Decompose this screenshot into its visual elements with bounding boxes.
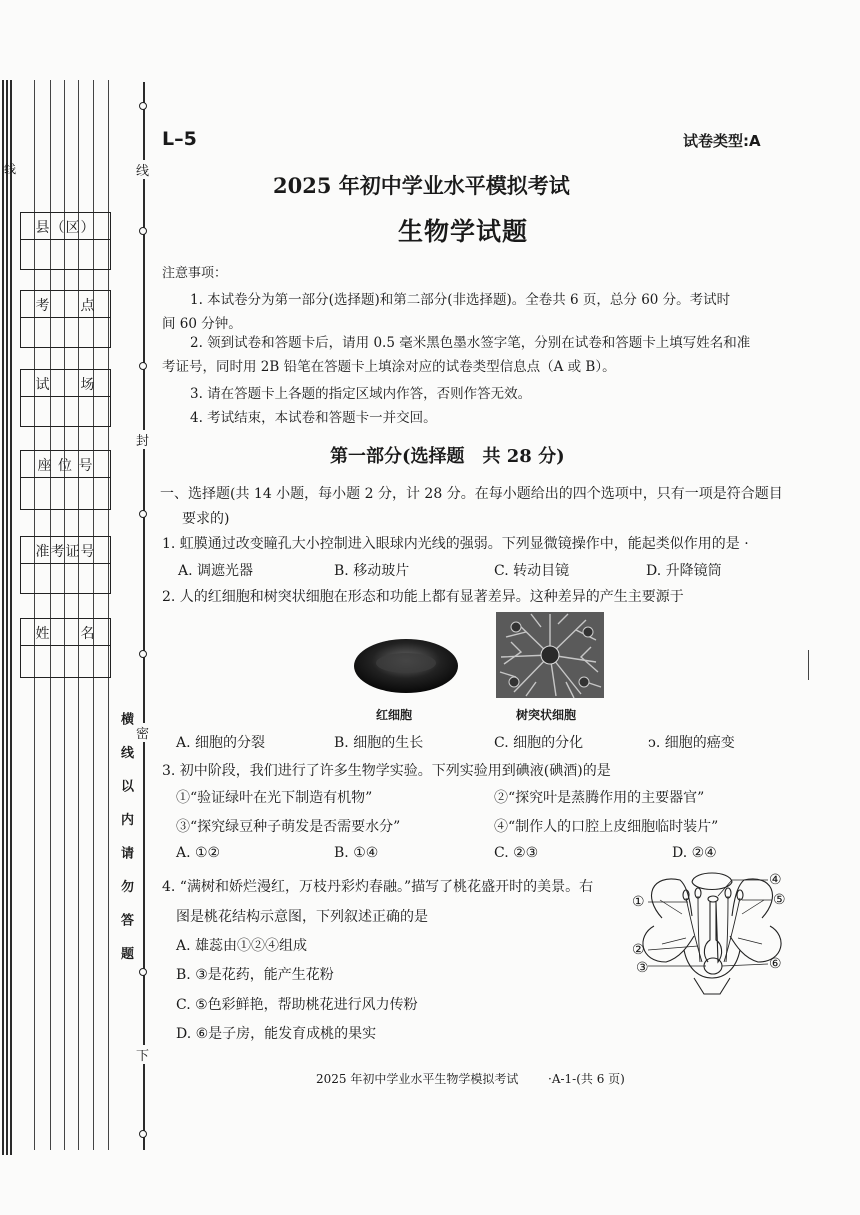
fig-label-6: ⑥ — [769, 956, 782, 972]
binding-mark-secret: 密 — [136, 723, 149, 742]
section-instructions-2: 要求的) — [182, 511, 230, 527]
q1-option-c: C. 转动目镜 — [494, 563, 570, 579]
part1-title: 第一部分(选择题 共 28 分) — [330, 446, 565, 467]
q2-option-a: A. 细胞的分裂 — [176, 735, 266, 751]
fig-label-5: ⑤ — [773, 892, 786, 908]
q3-option-c: C. ②③ — [494, 845, 539, 861]
field-admission-number: 准考证号 — [20, 536, 111, 594]
q3-option-a: A. ①② — [176, 845, 221, 861]
rbc-label: 红细胞 — [376, 708, 413, 722]
field-exam-site: 考 点 — [20, 290, 111, 348]
binding-mark-below: 下 — [136, 1045, 149, 1064]
q2-option-c: C. 细胞的分化 — [494, 735, 584, 751]
q3-stem: 3. 初中阶段，我们进行了许多生物学实验。下列实验用到碘液(碘酒)的是 — [162, 763, 611, 779]
left-line-mark: 线 — [4, 162, 17, 176]
q4-option-d: D. ⑥是子房，能发育成桃的果实 — [176, 1026, 377, 1042]
binding-mark-line: 线 — [136, 160, 149, 179]
q1-stem: 1. 虹膜通过改变瞳孔大小控制进入眼球内光线的强弱。下列显微镜操作中，能起类似作用的是 · — [162, 536, 749, 552]
q4-option-c: C. ⑤色彩鲜艳，帮助桃花进行风力传粉 — [176, 997, 418, 1013]
red-blood-cell-image — [352, 635, 460, 695]
dendritic-label: 树突状细胞 — [516, 708, 577, 722]
fig-label-1: ① — [632, 894, 645, 910]
q1-option-d: D. 升降镜筒 — [646, 563, 722, 579]
q1-option-a: A. 调遮光器 — [178, 563, 254, 579]
exam-subject: 生物学试题 — [398, 217, 529, 246]
field-county: 县（区） — [20, 212, 111, 270]
field-exam-room: 试 场 — [20, 369, 111, 427]
notice-item-1b: 间 60 分钟。 — [162, 316, 242, 332]
footer-title: 2025 年初中学业水平生物学模拟考试 — [316, 1072, 519, 1086]
field-seat-number: 座 位 号 — [20, 450, 111, 510]
q3-option-b: B. ①④ — [334, 845, 379, 861]
no-answer-warning: 横 线 以 内 请 勿 答 题 — [118, 712, 133, 968]
notice-item-4: 4. 考试结束，本试卷和答题卡一并交回。 — [190, 410, 437, 426]
notice-item-2a: 2. 领到试卷和答题卡后，请用 0.5 毫米黑色墨水签字笔，分别在试卷和答题卡上填写姓名和准 — [190, 335, 751, 351]
dendritic-cell-image — [496, 612, 604, 698]
q4-option-a: A. 雄蕊由①②④组成 — [176, 938, 308, 954]
notice-item-2b: 考证号，同时用 2B 铅笔在答题卡上填涂对应的试卷类型信息点（A 或 B）。 — [162, 359, 616, 375]
q2-option-d: ↄ. 细胞的癌变 — [648, 735, 735, 751]
paper-type: 试卷类型:A — [683, 132, 761, 150]
q3-item-2: ②“探究叶是蒸腾作用的主要器官” — [494, 790, 705, 806]
notice-item-3: 3. 请在答题卡上各题的指定区域内作答，否则作答无效。 — [190, 386, 532, 402]
q4-option-b: B. ③是花药，能产生花粉 — [176, 967, 334, 983]
peach-flower-diagram — [632, 866, 792, 1002]
field-name: 姓 名 — [20, 618, 111, 678]
notice-heading: 注意事项： — [162, 266, 228, 281]
fig-label-4: ④ — [769, 872, 782, 888]
section-instructions-1: 一、选择题(共 14 小题，每小题 2 分，计 28 分。在每小题给出的四个选项中，只有一项是符合题目 — [160, 486, 783, 502]
q3-option-d: D. ②④ — [672, 845, 717, 861]
footer-page: ·A-1-(共 6 页) — [548, 1072, 625, 1086]
q2-stem: 2. 人的红细胞和树突状细胞在形态和功能上都有显著差异。这种差异的产生主要源于 — [162, 589, 684, 605]
binding-mark-seal: 封 — [136, 430, 149, 449]
notice-item-1a: 1. 本试卷分为第一部分(选择题)和第二部分(非选择题)。全卷共 6 页，总分 60 分。考试时 — [190, 292, 731, 308]
fig-label-2: ② — [632, 942, 645, 958]
q4-stem-1: 4. “满树和娇烂漫红，万枝丹彩灼春融。”描写了桃花盛开时的美景。右 — [162, 879, 594, 895]
q3-item-4: ④“制作人的口腔上皮细胞临时装片” — [494, 819, 719, 835]
q3-item-3: ③“探究绿豆种子萌发是否需要水分” — [176, 819, 401, 835]
paper-code: L–5 — [162, 128, 197, 150]
q4-stem-2: 图是桃花结构示意图，下列叙述正确的是 — [176, 909, 428, 925]
q3-item-1: ①“验证绿叶在光下制造有机物” — [176, 790, 373, 806]
q1-option-b: B. 移动玻片 — [334, 563, 410, 579]
exam-title: 2025 年初中学业水平模拟考试 — [273, 173, 570, 198]
q2-option-b: B. 细胞的生长 — [334, 735, 424, 751]
fig-label-3: ③ — [636, 960, 649, 976]
